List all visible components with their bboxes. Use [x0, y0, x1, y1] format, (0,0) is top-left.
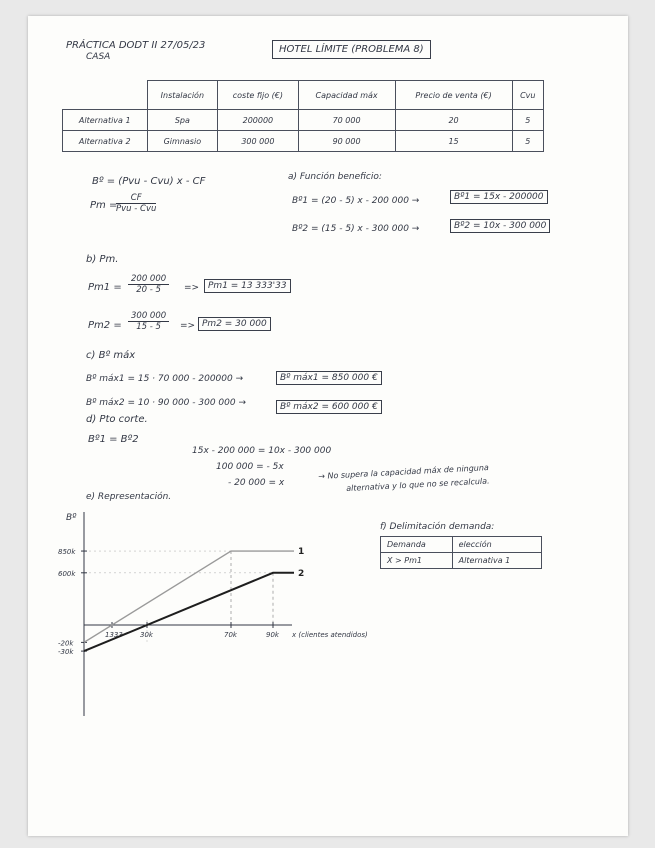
table-header-cell: Precio de venta (€): [395, 81, 512, 110]
table-cell: 70 000: [298, 110, 395, 131]
x-axis-label: x (clientes atendidos): [292, 631, 368, 639]
pm1-numerator: 200 000: [128, 274, 169, 285]
x-tick-label: 90k: [266, 631, 279, 639]
section-d-line1: 15x - 200 000 = 10x - 300 000: [192, 446, 332, 456]
pm1-result: Pm1 = 13 333'33: [204, 279, 291, 293]
series-line-1: [84, 551, 294, 642]
y-tick-label: 600k: [58, 569, 76, 578]
table-cell: 90 000: [298, 131, 395, 152]
section-a-title: a) Función beneficio:: [288, 172, 382, 182]
series-label: 1: [298, 547, 305, 558]
section-d-equation: Bº1 = Bº2: [88, 434, 139, 445]
section-d-line3: - 20 000 = x: [228, 478, 285, 488]
series-line-2: [84, 573, 294, 651]
pm1-arrow: =>: [184, 283, 200, 293]
section-f-title: f) Delimitación demanda:: [380, 522, 495, 532]
table-cell: 200000: [218, 110, 298, 131]
table-cell: 5: [512, 110, 543, 131]
demand-header-row: [381, 537, 542, 553]
table-cell: [63, 81, 148, 110]
x-tick-label: 1333: [104, 631, 123, 639]
pm-denominator: Pvu - Cvu: [116, 204, 157, 214]
section-a-line1: Bº1 = (20 - 5) x - 200 000 →: [292, 196, 420, 206]
table-cell: Alternativa 2: [63, 131, 148, 152]
demand-row: [381, 553, 542, 569]
table-cell: 15: [395, 131, 512, 152]
pm-numerator: CF: [116, 193, 156, 204]
pm2-numerator: 300 000: [128, 311, 169, 322]
section-c-title: c) Bº máx: [86, 350, 136, 361]
section-c-result1: Bº máx1 = 850 000 €: [276, 371, 382, 385]
section-a-result2: Bº2 = 10x - 300 000: [450, 219, 550, 233]
table-header-cell: Cvu: [512, 81, 543, 110]
table-header-cell: coste fijo (€): [218, 81, 298, 110]
problem-title-box: HOTEL LÍMITE (PROBLEMA 8): [272, 40, 431, 59]
x-tick-label: 70k: [224, 631, 237, 639]
pm1-fraction: [128, 274, 169, 295]
pm-formula-label: Pm =: [90, 200, 118, 211]
section-e-title: e) Representación.: [86, 492, 172, 502]
pm1-denominator: 20 - 5: [136, 285, 161, 295]
section-c-result2: Bº máx2 = 600 000 €: [276, 400, 382, 414]
data-table: [62, 80, 544, 152]
demand-header-cell: Demanda: [381, 537, 453, 553]
table-header-cell: Capacidad máx: [298, 81, 395, 110]
header-title: PRÁCTICA DODT II 27/05/23: [66, 40, 206, 51]
table-cell: 20: [395, 110, 512, 131]
section-a-line2: Bº2 = (15 - 5) x - 300 000 →: [292, 224, 420, 234]
table-cell: 5: [512, 131, 543, 152]
pm1-label: Pm1 =: [88, 282, 122, 293]
table-row: [63, 110, 544, 131]
y-tick-label: -30k: [58, 648, 74, 657]
section-d-title: d) Pto corte.: [86, 414, 148, 425]
table-cell: 300 000: [218, 131, 298, 152]
section-c-line2: Bº máx2 = 10 · 90 000 - 300 000 →: [86, 398, 246, 408]
table-row: [63, 131, 544, 152]
table-header-cell: Instalación: [147, 81, 218, 110]
demand-cell: Alternativa 1: [452, 553, 541, 569]
section-c-line1: Bº máx1 = 15 · 70 000 - 200000 →: [86, 374, 244, 384]
x-tick-label: 30k: [140, 631, 153, 639]
pm2-denominator: 15 - 5: [136, 322, 161, 332]
section-d-note1: → No supera la capacidad máx de ninguna: [318, 463, 490, 481]
demand-cell: X > Pm1: [381, 553, 453, 569]
pm-formula-fraction: [116, 193, 156, 214]
y-ticks: [58, 548, 87, 656]
pm2-fraction: [128, 311, 169, 332]
table-header-row: [63, 81, 544, 110]
table-cell: Spa: [147, 110, 218, 131]
break-even-chart: [56, 504, 376, 724]
demand-header-cell: elección: [452, 537, 541, 553]
demand-table: [380, 536, 542, 569]
section-d-note2: alternativa y lo que no se recalcula.: [346, 476, 490, 493]
y-tick-label: -20k: [58, 639, 74, 648]
section-b-title: b) Pm.: [86, 254, 119, 265]
series-label: 2: [298, 568, 305, 579]
table-cell: Alternativa 1: [63, 110, 148, 131]
y-tick-label: 850k: [58, 548, 76, 557]
pm2-arrow: =>: [180, 321, 196, 331]
table-cell: Gimnasio: [147, 131, 218, 152]
y-axis-label: Bº: [66, 513, 77, 523]
section-d-line2: 100 000 = - 5x: [216, 462, 284, 472]
benefit-formula: Bº = (Pvu - Cvu) x - CF: [92, 176, 206, 187]
pm2-label: Pm2 =: [88, 320, 122, 331]
header-subtitle: CASA: [86, 52, 111, 62]
section-a-result1: Bº1 = 15x - 200000: [450, 190, 548, 204]
chart-guides: [84, 551, 273, 642]
pm2-result: Pm2 = 30 000: [198, 317, 271, 331]
